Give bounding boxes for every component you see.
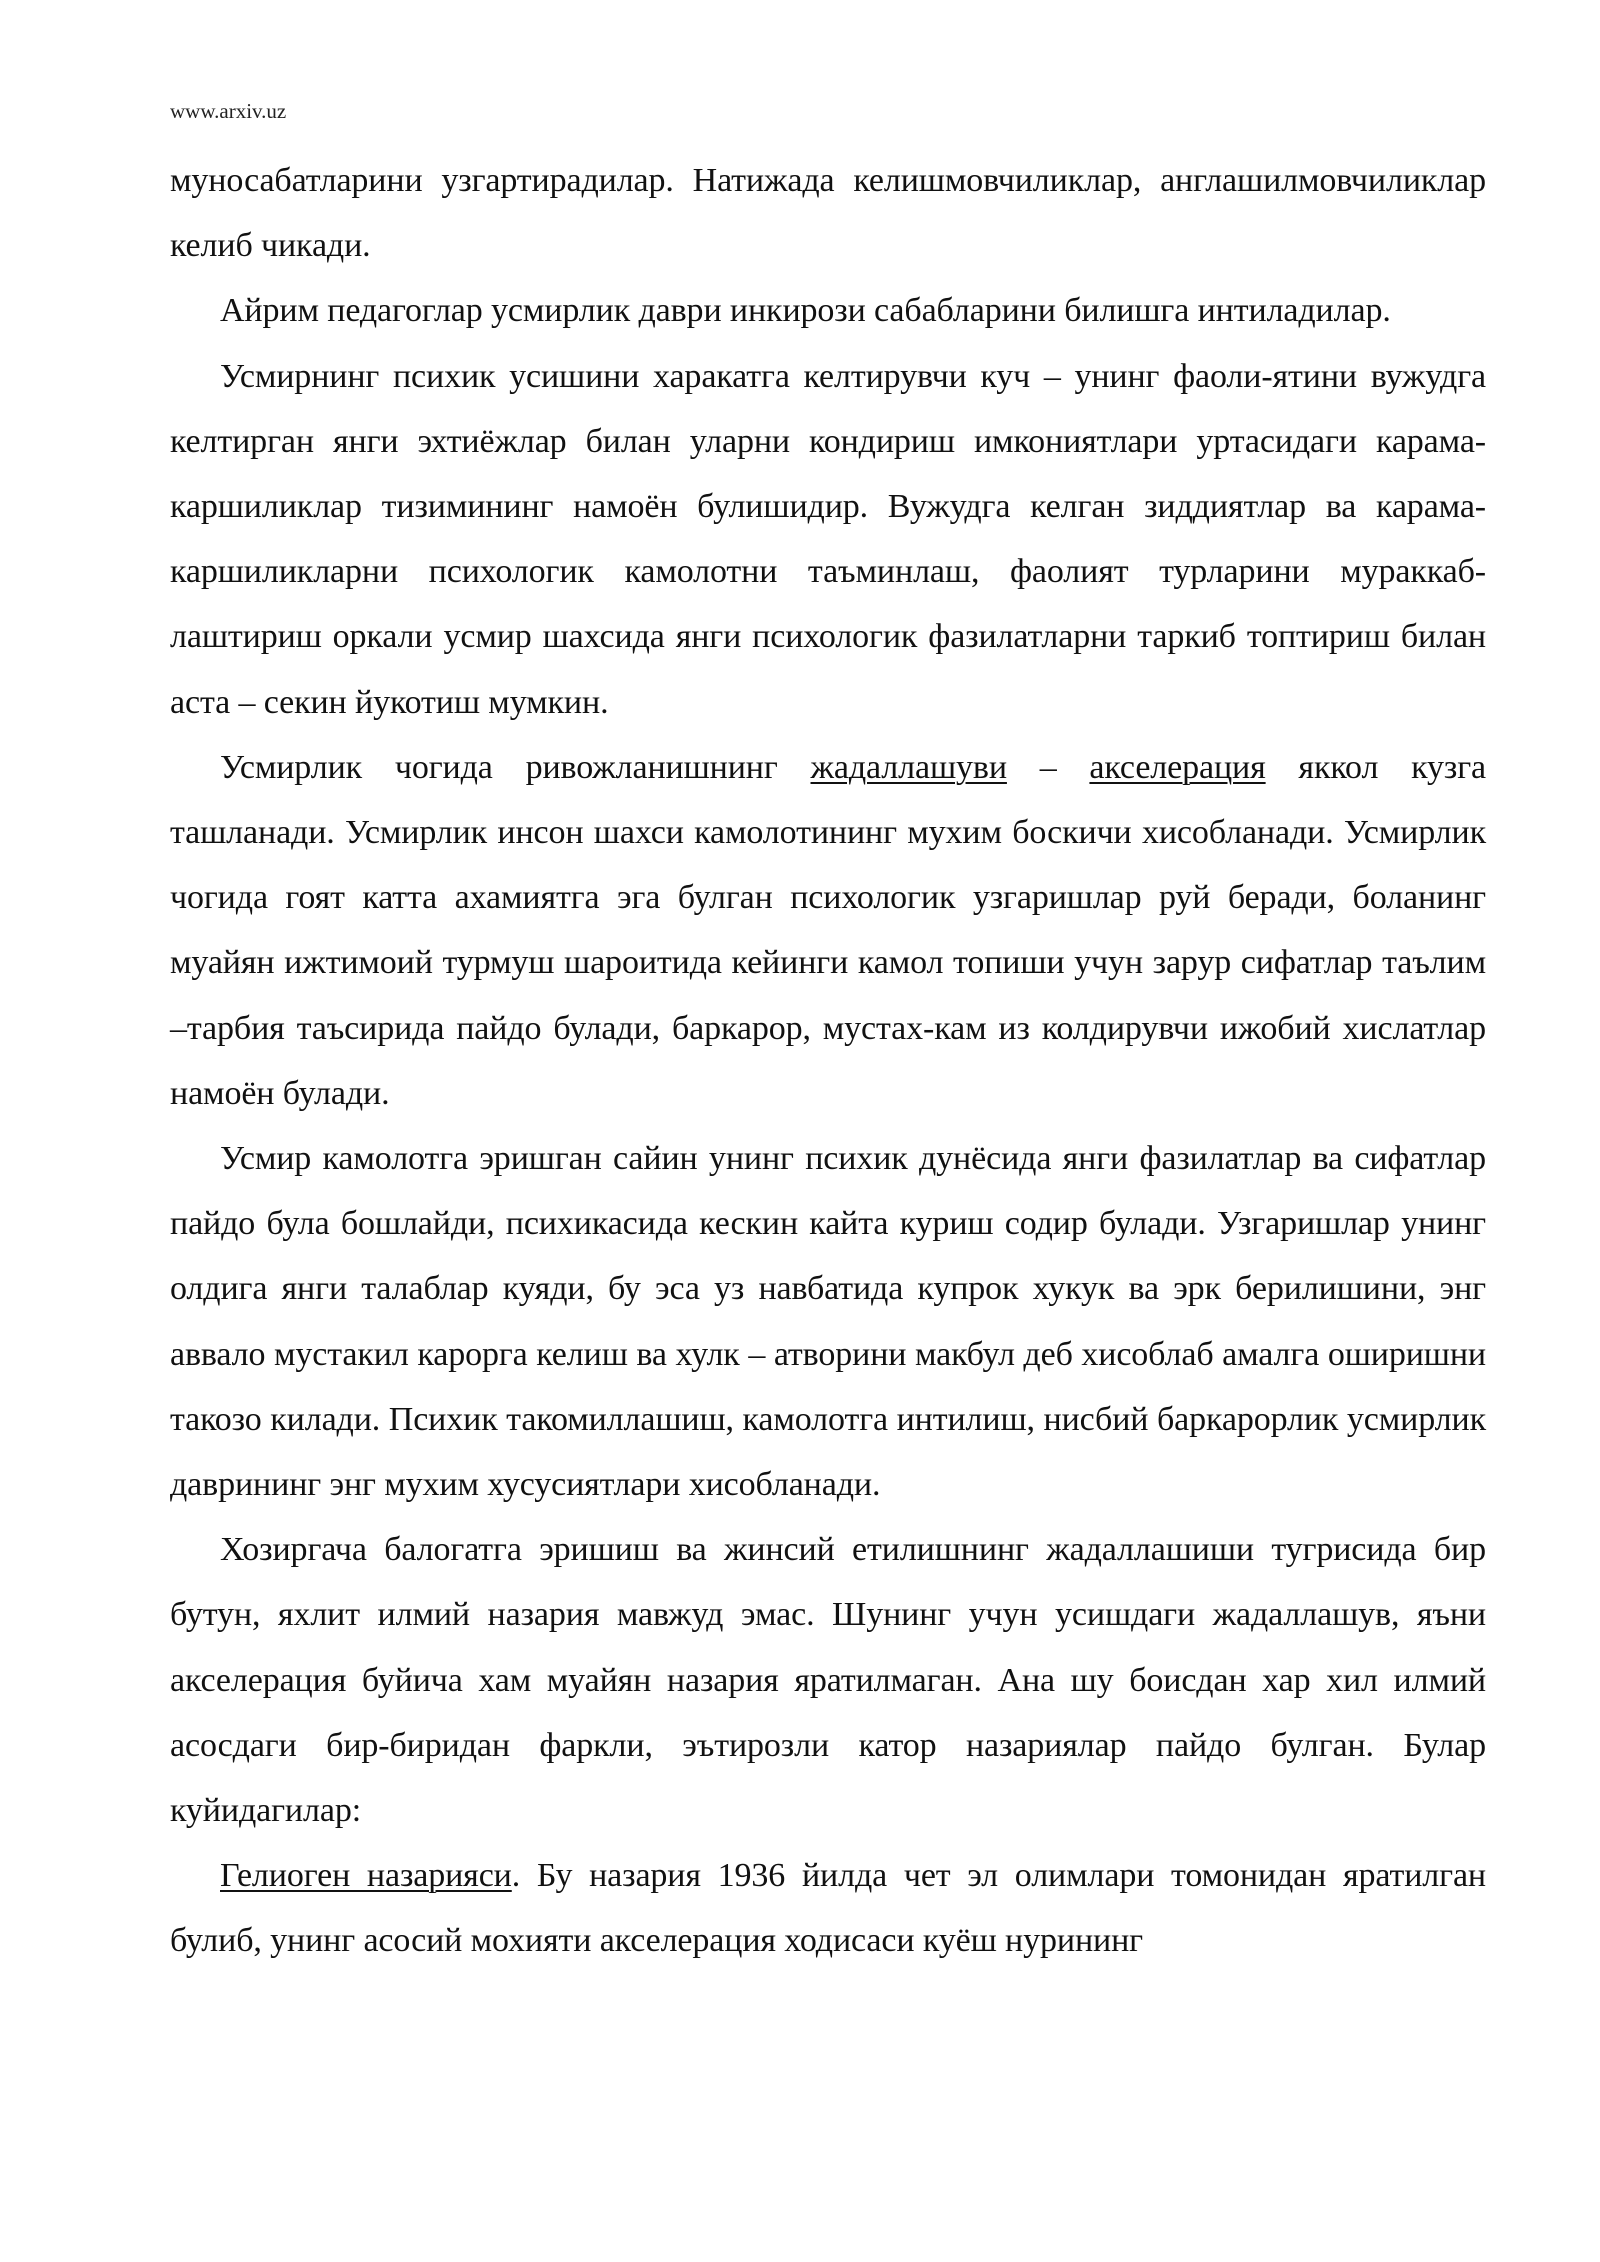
paragraph-2: Айрим педагоглар усмирлик даври инкирози сабабларини билишга интиладилар. — [220, 292, 1391, 330]
term-akseleratsiya: акселерация — [1089, 748, 1266, 786]
paragraph-7-text-after: . Бу назария 1936 йилда чет эл олимлари томонидан яратилган булиб, унинг асосий мохияти акселерация ходисаси куёш нурининг — [170, 1857, 1487, 1960]
paragraph-6: Хозиргача балогатга эришиш ва жинсий етилишнинг жадаллашиши тугрисида бир бутун, яхлит илмий назария мавжуд эмас. Шунинг учун усишдаги жадаллашув, яъни акселерация буйича хам муайян назария яратилмаган. Ана шу боисдан хар хил илмий асосдаги бир-биридан фаркли, эътирозли катор назариялар пайдо булган. Булар куйидагилар: — [170, 1531, 1486, 1830]
header-url: www.arxiv.uz — [170, 99, 287, 123]
paragraph-1: муносабатларини узгартирадилар. Натижада келишмовчиликлар, англашилмовчиликлар келиб чикади. — [170, 162, 1486, 265]
paragraph-7 — [170, 1843, 1486, 1973]
paragraph-4-text-before: Усмирлик чогида ривожланишнинг — [220, 748, 811, 786]
document-body — [170, 148, 1486, 1974]
paragraph-4 — [170, 735, 1486, 1126]
term-jadallashuvi: жадаллашуви — [810, 748, 1007, 786]
paragraph-5: Усмир камолотга эришган сайин унинг психик дунёсида янги фазилатлар ва сифатлар пайдо була бошлайди, психикасида кескин кайта куриш содир булади. Узгаришлар унинг олдига янги талаблар куяди, бу эса уз навбатида купрок хукук ва эрк берилишини, энг аввало мустакил карорга келиш ва хулк – атворини макбул деб хисоблаб амалга оширишни такозо килади. Психик такомиллашиш, камолотга интилиш, нисбий баркарорлик усмирлик даврининг энг мухим хусусиятлари хисобланади. — [170, 1140, 1486, 1504]
paragraph-4-text-after: яккол кузга ташланади. Усмирлик инсон шахси камолотининг мухим боскичи хисобланади. Усмирлик чогида гоят катта ахамиятга эга булган психологик узгаришлар руй беради, боланинг муайян ижтимоий турмуш шароитида кейинги камол топиши учун зарур сифатлар таълим –тарбия таъсирида пайдо булади, баркарор, мустах-кам из колдирувчи ижобий хислатлар намоён булади. — [170, 748, 1486, 1112]
paragraph-4-dash: – — [1006, 748, 1090, 786]
term-geliogen-nazariyasi: Гелиоген назарияси — [220, 1857, 512, 1895]
paragraph-3: Усмирнинг психик усишини харакатга келтирувчи куч – унинг фаоли-ятини вужудга келтирган янги эхтиёжлар билан уларни кондириш имкониятлари уртасидаги карама-каршиликлар тизимининг намоён булишидир. Вужудга келган зиддиятлар ва карама-каршиликларни психологик камолотни таъминлаш, фаолият турларини мураккаб-лаштириш оркали усмир шахсида янги психологик фазилатларни таркиб топтириш билан аста – секин йукотиш мумкин. — [170, 357, 1486, 721]
